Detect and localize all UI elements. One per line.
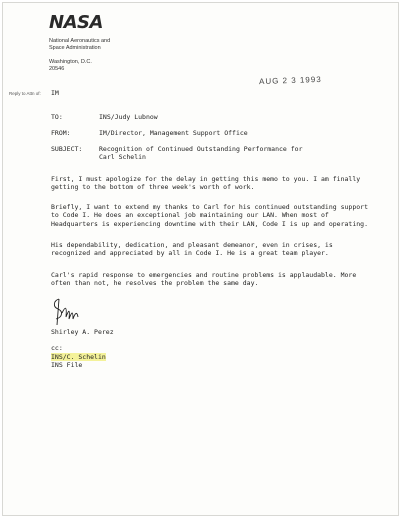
from-label: FROM: — [51, 129, 71, 137]
to-label: TO: — [51, 113, 63, 121]
cc-list — [51, 353, 106, 369]
address-line: Washington, D.C. — [49, 59, 92, 65]
body-paragraph: Briefly, I want to extend my thanks to Carl for his continued outstanding support to Code I. He does an exceptional job maintaining our LAN. When most of Headquarters is experiencing downtime with their LAN, Code I is up and operating. — [51, 203, 368, 228]
memo-page — [2, 2, 399, 516]
subject-line: Carl Schelin — [99, 153, 146, 162]
agency-line: National Aeronautics and — [49, 38, 111, 44]
body-paragraph: Carl's rapid response to emergencies and routine problems is applaudable. More often than not, he resolves the problem the same day. — [51, 271, 357, 288]
address-line: 20546 — [49, 65, 65, 72]
date-stamp: AUG 2 3 1993 — [258, 74, 322, 87]
nasa-logo-icon — [49, 11, 109, 33]
cc-item: INS File — [51, 361, 83, 369]
agency-name — [49, 38, 110, 51]
svg-text:NASA: NASA — [49, 12, 103, 33]
from-value: IM/Director, Management Support Office — [99, 129, 248, 137]
reply-label: Reply to Attn of: — [9, 91, 41, 96]
body-paragraph: His dependability, dedication, and pleasant demeanor, even in crises, is recognized and appreciated by all in Code I. He is a great team player. — [51, 241, 333, 258]
body-paragraph: First, I must apologize for the delay in getting this memo to you. I am finally getting to the bottom of three week's worth of work. — [51, 175, 361, 192]
subject-line: Recognition of Continued Outstanding Performance for — [99, 145, 303, 153]
handwritten-signature — [47, 295, 83, 329]
signature-name: Shirley A. Perez — [51, 328, 114, 336]
cc-label: cc: — [51, 344, 63, 352]
cc-item-highlighted: INS/C. Schelin — [51, 353, 106, 361]
reply-value: IM — [51, 89, 59, 97]
agency-address — [49, 59, 92, 72]
subject-label: SUBJECT: — [51, 145, 83, 153]
agency-line: Space Administration — [49, 44, 101, 51]
to-value: INS/Judy Lubnow — [99, 113, 158, 121]
subject-value — [99, 145, 339, 162]
